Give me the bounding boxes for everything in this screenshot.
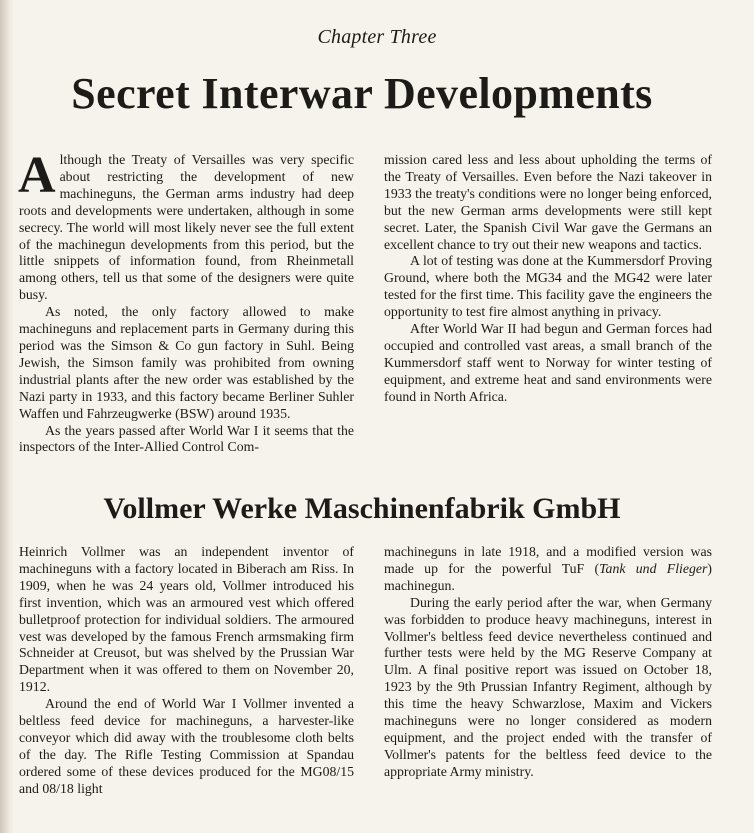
- section1-column-right: [384, 152, 712, 406]
- paragraph: After World War II had begun and German forces had occupied and controlled vast areas, a small branch of the Kummersdorf staff went to Norway for winter testing of equipment, and extreme heat and sand environments were found in North Africa.: [384, 321, 712, 404]
- paragraph: mission cared less and less about upholding the terms of the Treaty of Versailles. Even before the Nazi takeover in 1933 the treaty's conditions were no longer being enforced, but the new German arms developments were still kept secret. Later, the Spanish Civil War gave the Germans an excellent chance to try out their new weapons and tactics.: [384, 152, 712, 252]
- paragraph: As noted, the only factory allowed to make machineguns and replacement parts in Germany during this period was the Simson & Co gun factory in Suhl. Being Jewish, the Simson family was prohibited from owning industrial plants after the new order was established by the Nazi party in 1933, and this factory became Berliner Suhler Waffen und Fahrzeugwerke (BSW) around 1935.: [19, 304, 354, 421]
- paragraph: A lot of testing was done at the Kummersdorf Proving Ground, where both the MG34 and the MG42 were later tested for the first time. This facility gave the engineers the opportunity to test fire almost anything in privacy.: [384, 253, 712, 320]
- paragraph: Heinrich Vollmer was an independent inventor of machineguns with a factory located in Biberach am Riss. In 1909, when he was 24 years old, Vollmer introduced his first invention, which was an armoured vest which offered bulletproof protection for individual soldiers. The armoured vest was developed by the famous French armsmaking firm Schneider at Creusot, but was shelved by the Prussian War Department when it was offered to them on November 20, 1912.: [19, 544, 354, 695]
- section1-column-left: [18, 147, 354, 456]
- section2-column-right: [384, 544, 712, 781]
- chapter-title: Secret Interwar Developments: [71, 69, 653, 118]
- paragraph: Around the end of World War I Vollmer invented a beltless feed device for machineguns, a harvester-like conveyor which did away with the troublesome cloth belts of the day. The Rifle Testing Commission at Spandau ordered some of these devices produced for the MG08/15 and 08/18 light: [19, 696, 354, 796]
- paragraph-text: machineguns in late 1918, and a modified version was made up for the powerful TuF (: [384, 544, 712, 576]
- paragraph: [384, 544, 712, 595]
- paragraph: [18, 147, 354, 304]
- section2-column-left: [19, 544, 354, 798]
- paragraph: During the early period after the war, when Germany was forbidden to produce heavy machineguns, interest in Vollmer's beltless feed device nevertheless continued and further tests were held by the MG Reserve Company at Ulm. A final positive report was issued on October 18, 1923 by the 9th Prussian Infantry Regiment, although by this time the heavy Schwarzlose, Maxim and Vickers machineguns were no longer considered as modern equipment, and the project ended with the transfer of Vollmer's patents for the beltless feed device to the appropriate Army ministry.: [384, 594, 712, 779]
- section-heading: Vollmer Werke Maschinenfabrik GmbH: [103, 492, 621, 525]
- paragraph: As the years passed after World War I it seems that the inspectors of the Inter-Allied Control Com-: [19, 422, 354, 455]
- chapter-label: Chapter Three: [317, 26, 437, 48]
- paragraph-text: lthough the Treaty of Versailles was very specific about restricting the development of new machineguns, the German arms industry had deep roots and developments were undertaken, although in some secrecy. The world will most likely never see the full extent of the machinegun developments from this period, but the little snippets of information found, from Rheinmetall among others, tell us that some of the designers were quite busy.: [19, 152, 354, 303]
- italic-term: Tank und Flieger: [599, 560, 708, 576]
- drop-cap: A: [18, 147, 56, 204]
- paragraph-text: ) machinegun.: [384, 560, 712, 593]
